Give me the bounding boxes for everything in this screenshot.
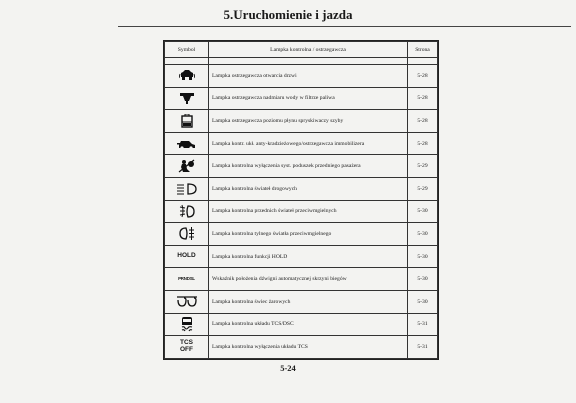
glow-plug-icon [176, 296, 198, 308]
page-title: 5.Uruchomienie i jazda [223, 7, 353, 22]
table-row [165, 245, 438, 268]
table-spacer-row [165, 58, 438, 65]
immobilizer-key-car-icon [177, 138, 197, 150]
high-beam-icon [177, 183, 197, 195]
passenger-airbag-off-icon [178, 159, 195, 173]
row-label: Lampka ostrzegawcza nadmiaru wody w filtrze paliwa [209, 87, 408, 110]
row-page: 5-30 [408, 223, 438, 246]
header-page: Strona [408, 42, 438, 58]
row-label: Lampka kontrolna funkcji HOLD [209, 245, 408, 268]
table-row [165, 87, 438, 110]
row-page: 5-28 [408, 87, 438, 110]
table-header-row [165, 42, 438, 58]
row-label: Lampka kontrolna tylnego światła przeciwmgielnego [209, 223, 408, 246]
row-page: 5-29 [408, 177, 438, 200]
rear-fog-light-icon [179, 226, 195, 241]
row-page: 5-28 [408, 65, 438, 88]
table-row [165, 313, 438, 336]
row-page: 5-28 [408, 110, 438, 133]
gear-position-indicator-icon: PRNDSL [178, 276, 195, 282]
warning-lights-table [163, 40, 439, 360]
row-label: Wskaźnik położenia dźwigni automatycznej skrzyni biegów [209, 268, 408, 291]
front-fog-light-icon [179, 204, 195, 219]
row-page: 5-30 [408, 290, 438, 313]
row-page: 5-29 [408, 155, 438, 178]
row-page: 5-31 [408, 336, 438, 359]
row-page: 5-30 [408, 268, 438, 291]
table-row [165, 155, 438, 178]
fuel-filter-water-warning-icon [179, 92, 195, 105]
table-row [165, 290, 438, 313]
header-light: Lampka kontrolna / ostrzegawcza [209, 42, 408, 58]
row-label: Lampka kontrolna świec żarowych [209, 290, 408, 313]
washer-fluid-level-warning-icon [180, 114, 194, 128]
warning-lights-table-grid [164, 41, 438, 359]
tcs-dsc-car-icon [180, 316, 194, 332]
row-page: 5-30 [408, 200, 438, 223]
tcs-off-text-icon: TCS OFF [180, 339, 193, 353]
row-page: 5-28 [408, 132, 438, 155]
row-label: Lampka ostrzegawcza poziomu płynu spryskiwaczy szyby [209, 110, 408, 133]
row-label: Lampka kontrolna wyłączenia syst. poduszek przedniego pasażera [209, 155, 408, 178]
door-open-warning-icon [179, 69, 195, 82]
row-label: Lampka kontr. ukł. anty-kradzieżowego/ostrzegawcza immobilizera [209, 132, 408, 155]
row-page: 5-31 [408, 313, 438, 336]
row-label: Lampka kontrolna przednich świateł przeciwmgielnych [209, 200, 408, 223]
table-row [165, 268, 438, 291]
table-row [165, 177, 438, 200]
title-rule [118, 26, 571, 27]
table-row [165, 110, 438, 133]
header-symbol: Symbol [165, 42, 209, 58]
table-row [165, 132, 438, 155]
table-row [165, 336, 438, 359]
page-number: 5-24 [280, 363, 296, 373]
table-row [165, 65, 438, 88]
hold-text-icon: HOLD [177, 252, 196, 260]
row-label: Lampka kontrolna świateł drogowych [209, 177, 408, 200]
row-page: 5-30 [408, 245, 438, 268]
row-label: Lampka kontrolna wyłączenia układu TCS [209, 336, 408, 359]
row-label: Lampka kontrolna układu TCS/DSC [209, 313, 408, 336]
table-row [165, 223, 438, 246]
row-label: Lampka ostrzegawcza otwarcia drzwi [209, 65, 408, 88]
table-row [165, 200, 438, 223]
